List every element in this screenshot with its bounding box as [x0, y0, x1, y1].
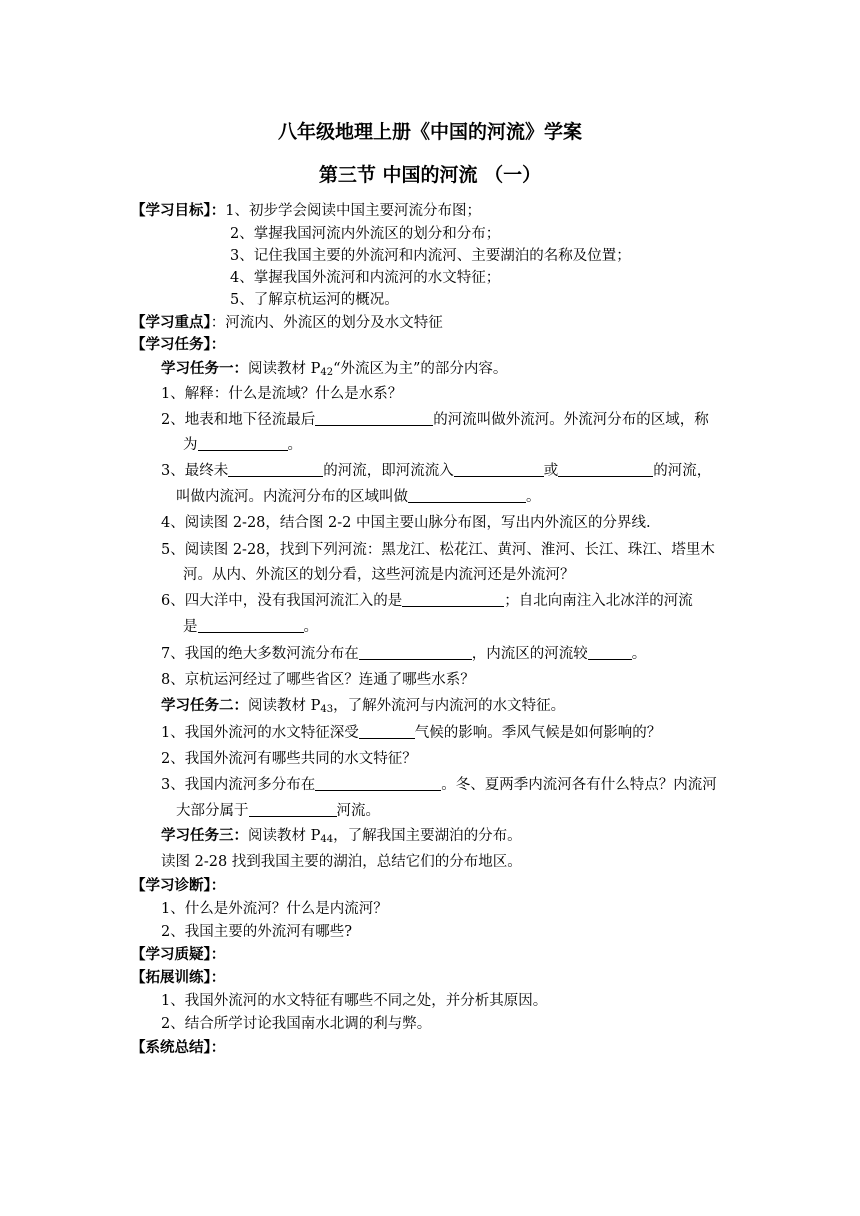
focus-label: 【学习重点】: [131, 315, 211, 331]
answer-blank[interactable]: [315, 410, 433, 426]
task3-label: 学习任务三：: [161, 828, 248, 844]
task2-question: 1、我国外流河的水文特征深受 气候的影响。季风气候是如何影响的？: [161, 725, 662, 741]
extension-heading: 【拓展训练】：: [131, 970, 226, 986]
section-subtitle: 第三节 中国的河流 （一）: [318, 164, 542, 186]
goal-item: 2、掌握我国河流内外流区的划分和分布；: [230, 226, 501, 242]
tasks-heading: 【学习任务】：: [131, 337, 226, 353]
task1-question-cont: 为 。: [183, 437, 302, 453]
answer-blank[interactable]: [359, 723, 415, 739]
focus-line: [131, 313, 443, 333]
goal-item: 4、掌握我国外流河和内流河的水文特征；: [230, 270, 501, 286]
task1-heading: 学习任务一：阅读教材 $P_{42}“$外流区为主”的部分内容。: [161, 361, 508, 378]
task1-question: 5、阅读图 2-28，找到下列河流：黑龙江、松花江、黄河、淮河、长江、珠江、塔里木: [161, 542, 715, 558]
task1-label: 学习任务一：: [161, 361, 248, 377]
diagnosis-heading: 【学习诊断】：: [131, 878, 226, 894]
goal-item: 3、记住我国主要的外流河和内流河、主要湖泊的名称及位置；: [230, 248, 631, 264]
diagnosis-question: 1、什么是外流河？什么是内流河？: [161, 901, 388, 917]
task1-question: 7、我国的绝大多数河流分布在 ，内流区的河流较 。: [161, 646, 647, 662]
task2-question: 2、我国外流河有哪些共同的水文特征？: [161, 751, 417, 767]
task2-label: 学习任务二：: [161, 698, 248, 714]
task1-question: 8、京杭运河经过了哪些省区？连通了哪些水系？: [161, 672, 475, 688]
answer-blank[interactable]: [315, 775, 441, 791]
answer-blank[interactable]: [588, 644, 632, 660]
goals-label: 【学习目标】: [131, 203, 211, 219]
summary-heading: 【系统总结】：: [131, 1040, 226, 1056]
task2-question-cont: 大部分属于 河流。: [176, 803, 380, 819]
answer-blank[interactable]: [359, 644, 472, 660]
task1-question: 3、最终未 的河流，即河流流入 或 的河流，: [161, 463, 712, 479]
task1-question: 6、四大洋中，没有我国河流汇入的是 ；自北向南注入北冰洋的河流: [161, 593, 693, 609]
document-title: 八年级地理上册《中国的河流》学案: [277, 121, 582, 143]
task1-question: 1、解释：什么是流域？什么是水系？: [161, 386, 403, 402]
goal-item: 5、了解京杭运河的概况。: [230, 292, 399, 308]
task3-question: 读图 2-28 找到我国主要的湖泊，总结它们的分布地区。: [161, 854, 522, 870]
task3-heading: 学习任务三：阅读教材 $P_{44}$，了解我国主要湖泊的分布。: [161, 828, 522, 845]
focus-text: ：河流内、外流区的划分及水文特征: [210, 315, 443, 331]
goals-heading: 【学习目标】：1、初步学会阅读中国主要河流分布图；: [131, 203, 481, 219]
task1-question: 4、阅读图 2-28，结合图 2-2 中国主要山脉分布图，写出内外流区的分界线.: [161, 515, 651, 531]
task2-question: 3、我国内流河多分布在 。冬、夏两季内流河各有什么特点？内流河: [161, 777, 717, 793]
task1-question-cont: 叫做内流河。内流河分布的区域叫做 。: [176, 489, 541, 505]
extension-question: 2、结合所学讨论我国南水北调的利与弊。: [161, 1016, 432, 1032]
questioning-heading: 【学习质疑】：: [131, 947, 226, 963]
answer-blank[interactable]: [558, 461, 653, 477]
answer-blank[interactable]: [198, 617, 304, 633]
task1-question: 2、地表和地下径流最后 的河流叫做外流河。外流河分布的区域，称: [161, 412, 709, 428]
answer-blank[interactable]: [402, 591, 504, 607]
answer-blank[interactable]: [454, 461, 544, 477]
answer-blank[interactable]: [249, 801, 337, 817]
diagnosis-question: 2、我国主要的外流河有哪些?: [161, 924, 352, 940]
answer-blank[interactable]: [228, 461, 323, 477]
answer-blank[interactable]: [198, 435, 288, 451]
task1-question-cont: 是 。: [183, 619, 318, 635]
goal-item: 1、初步学会阅读中国主要河流分布图；: [225, 203, 481, 219]
answer-blank[interactable]: [408, 487, 526, 503]
task1-question-cont: 河。从内、外流区的划分看，这些河流是内流河还是外流河？: [183, 567, 575, 583]
extension-question: 1、我国外流河的水文特征有哪些不同之处，并分析其原因。: [161, 993, 548, 1009]
task2-heading: 学习任务二：阅读教材 $P_{43}$，了解外流河与内流河的水文特征。: [161, 698, 566, 715]
